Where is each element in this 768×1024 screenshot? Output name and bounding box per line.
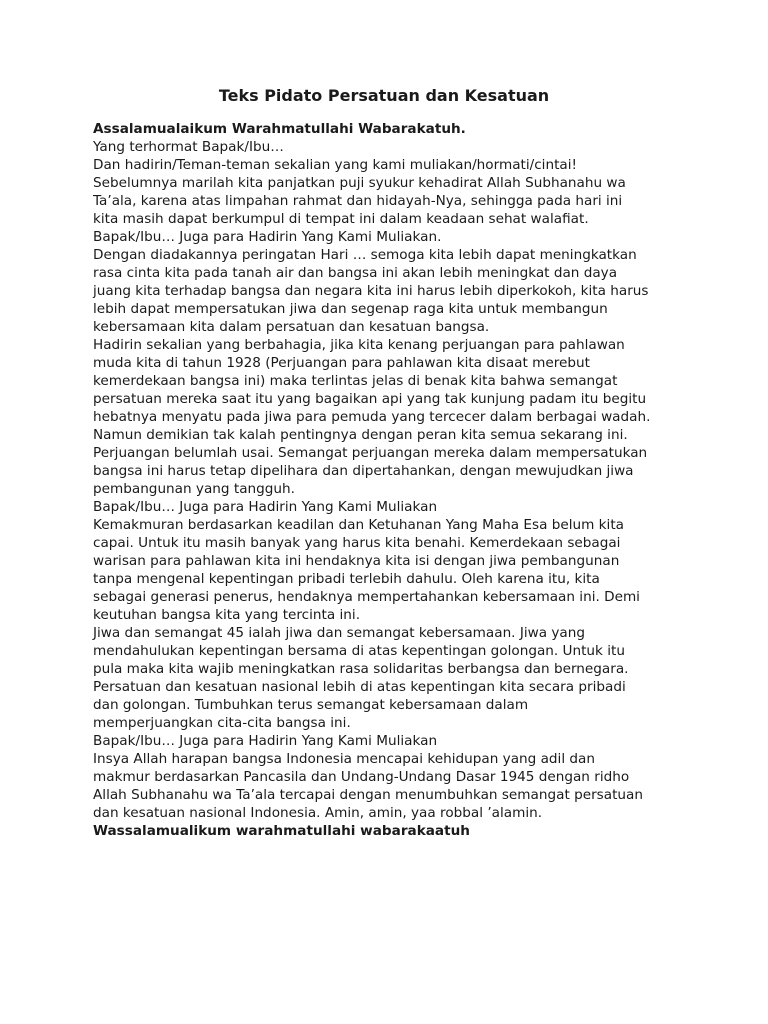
body-text-line: pembangunan yang tangguh. xyxy=(93,481,295,497)
body-text-line: muda kita di tahun 1928 (Perjuangan para pahlawan kita disaat merebut xyxy=(93,355,590,371)
salutation-line: Wassalamualikum warahmatullahi wabarakaatuh xyxy=(93,823,470,839)
body-text-line: dan golongan. Tumbuhkan terus semangat kebersamaan dalam xyxy=(93,697,529,713)
body-text-line: kemerdekaan bangsa ini) maka terlintas jelas di benak kita bahwa semangat xyxy=(93,373,618,389)
body-text-line: Kemakmuran berdasarkan keadilan dan Ketuhanan Yang Maha Esa belum kita xyxy=(93,517,624,533)
body-text-line: pula maka kita wajib meningkatkan rasa solidaritas berbangsa dan bernegara. xyxy=(93,661,629,677)
body-text-line: Bapak/Ibu… Juga para Hadirin Yang Kami Muliakan xyxy=(93,733,438,749)
body-text-line: warisan para pahlawan kita ini hendaknya kita isi dengan jiwa pembangunan xyxy=(93,553,620,569)
body-text-line: memperjuangkan cita-cita bangsa ini. xyxy=(93,715,351,731)
body-text-line: dan kesatuan nasional Indonesia. Amin, amin, yaa robbal ’alamin. xyxy=(93,805,543,821)
body-text-line: persatuan mereka saat itu yang bagaikan api yang tak kunjung padam itu begitu xyxy=(93,391,647,407)
body-text-line: Jiwa dan semangat 45 ialah jiwa dan semangat kebersamaan. Jiwa yang xyxy=(93,625,586,641)
body-text-line: mendahulukan kepentingan bersama di atas kepentingan golongan. Untuk itu xyxy=(93,643,625,659)
body-text-line: kebersamaan kita dalam persatuan dan kesatuan bangsa. xyxy=(93,319,490,335)
body-text-line: makmur berdasarkan Pancasila dan Undang-Undang Dasar 1945 dengan ridho xyxy=(93,769,630,785)
body-text-line: Ta’ala, karena atas limpahan rahmat dan hidayah-Nya, sehingga pada hari ini xyxy=(93,193,623,209)
body-text-line: Hadirin sekalian yang berbahagia, jika kita kenang perjuangan para pahlawan xyxy=(93,337,625,353)
body-text-line: capai. Untuk itu masih banyak yang harus kita benahi. Kemerdekaan sebagai xyxy=(93,535,621,551)
body-text-line: hebatnya menyatu pada jiwa para pemuda yang tercecer dalam berbagai wadah. xyxy=(93,409,651,425)
body-text-line: Bapak/Ibu… Juga para Hadirin Yang Kami Muliakan xyxy=(93,499,438,515)
body-text-line: Namun demikian tak kalah pentingnya dengan peran kita semua sekarang ini. xyxy=(93,427,628,443)
body-text-line: juang kita terhadap bangsa dan negara kita ini harus lebih diperkokoh, kita harus xyxy=(93,283,649,299)
body-text-line: lebih dapat mempersatukan jiwa dan segenap raga kita untuk membangun xyxy=(93,301,608,317)
document-title: Teks Pidato Persatuan dan Kesatuan xyxy=(218,86,550,105)
body-text-line: Yang terhormat Bapak/Ibu… xyxy=(93,139,284,155)
body-text-line: Insya Allah harapan bangsa Indonesia mencapai kehidupan yang adil dan xyxy=(93,751,595,767)
body-text-line: Bapak/Ibu… Juga para Hadirin Yang Kami Muliakan. xyxy=(93,229,442,245)
body-text-line: bangsa ini harus tetap dipelihara dan dipertahankan, dengan mewujudkan jiwa xyxy=(93,463,634,479)
body-text-line: Allah Subhanahu wa Ta’ala tercapai dengan menumbuhkan semangat persatuan xyxy=(93,787,643,803)
body-text-line: Dan hadirin/Teman-teman sekalian yang kami muliakan/hormati/cintai! xyxy=(93,157,577,173)
body-text-line: Persatuan dan kesatuan nasional lebih di atas kepentingan kita secara pribadi xyxy=(93,679,626,695)
document-body xyxy=(93,120,693,840)
salutation-line: Assalamualaikum Warahmatullahi Wabarakatuh. xyxy=(93,121,466,137)
body-text-line: rasa cinta kita pada tanah air dan bangsa ini akan lebih meningkat dan daya xyxy=(93,265,618,281)
body-text-line: keutuhan bangsa kita yang tercinta ini. xyxy=(93,607,361,623)
body-text-line: sebagai generasi penerus, hendaknya mempertahankan kebersamaan ini. Demi xyxy=(93,589,640,605)
body-text-line: tanpa mengenal kepentingan pribadi terlebih dahulu. Oleh karena itu, kita xyxy=(93,571,600,587)
body-text-line: Dengan diadakannya peringatan Hari … semoga kita lebih dapat meningkatkan xyxy=(93,247,637,263)
body-text-line: Perjuangan belumlah usai. Semangat perjuangan mereka dalam mempersatukan xyxy=(93,445,648,461)
body-text-line: Sebelumnya marilah kita panjatkan puji syukur kehadirat Allah Subhanahu wa xyxy=(93,175,626,191)
body-text-line: kita masih dapat berkumpul di tempat ini dalam keadaan sehat walafiat. xyxy=(93,211,589,227)
